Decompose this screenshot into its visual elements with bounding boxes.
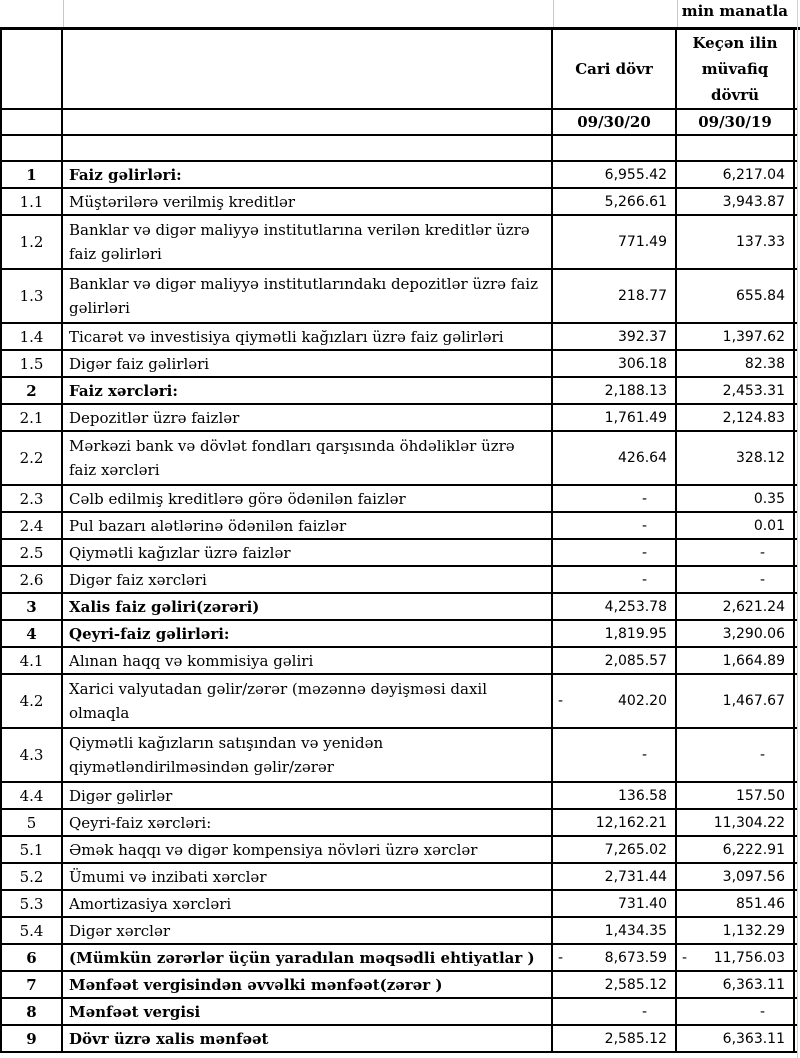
table-row xyxy=(2,972,797,999)
column-header-current: Cari dövr xyxy=(553,30,677,108)
row-number: 3 xyxy=(2,594,63,619)
table-row xyxy=(2,567,797,594)
row-label: Mərkəzi bank və dövlət fondları qarşısında öhdəliklər üzrə faiz xərcləri xyxy=(63,432,553,484)
row-label: Banklar və digər maliyyə institutlarındakı depozitlər üzrə faiz gəlirləri xyxy=(63,270,553,322)
table-row xyxy=(2,810,797,837)
row-label: Alınan haqq və kommisiya gəliri xyxy=(63,648,553,673)
table-row xyxy=(2,513,797,540)
row-number: 1.3 xyxy=(2,270,63,322)
row-label: Digər faiz gəlirləri xyxy=(63,351,553,376)
row-number: 4.4 xyxy=(2,783,63,808)
gridline xyxy=(797,0,798,1058)
table-row xyxy=(2,594,797,621)
value-current: 2,731.44 xyxy=(553,864,677,889)
value-current: - xyxy=(553,540,677,565)
value-current: 1,761.49 xyxy=(553,405,677,430)
row-label: Ticarət və investisiya qiymətli kağızları üzrə faiz gəlirləri xyxy=(63,324,553,349)
value-current: 4,253.78 xyxy=(553,594,677,619)
value-text: 11,756.03 xyxy=(713,949,785,966)
empty-cell xyxy=(677,136,795,160)
minus-sign: - xyxy=(558,949,564,966)
table-row xyxy=(2,918,797,945)
value-previous: 1,397.62 xyxy=(677,324,795,349)
value-previous: 851.46 xyxy=(677,891,795,916)
row-number: 1 xyxy=(2,162,63,187)
table-body xyxy=(2,162,797,1053)
row-label: Qiymətli kağızlar üzrə faizlər xyxy=(63,540,553,565)
value-text: 402.20 xyxy=(618,693,667,709)
table-row xyxy=(2,675,797,729)
value-current: 2,585.12 xyxy=(553,1026,677,1051)
row-number: 4.2 xyxy=(2,675,63,727)
row-number: 6 xyxy=(2,945,63,970)
unit-row xyxy=(0,0,800,30)
value-current: 771.49 xyxy=(553,216,677,268)
value-previous: 1,132.29 xyxy=(677,918,795,943)
minus-sign: - xyxy=(682,949,688,966)
row-label: Qeyri-faiz xərcləri: xyxy=(63,810,553,835)
row-number: 4.3 xyxy=(2,729,63,781)
table-row xyxy=(2,945,797,972)
value-previous: 137.33 xyxy=(677,216,795,268)
value-previous: 2,621.24 xyxy=(677,594,795,619)
table-row xyxy=(2,729,797,783)
row-label: Mənfəət vergisi xyxy=(63,999,553,1024)
row-number: 2.6 xyxy=(2,567,63,592)
value-current: 12,162.21 xyxy=(553,810,677,835)
date-previous: 09/30/19 xyxy=(677,110,795,134)
table-header-row xyxy=(2,30,797,110)
row-number: 2.1 xyxy=(2,405,63,430)
table-row xyxy=(2,270,797,324)
row-number: 9 xyxy=(2,1026,63,1051)
value-previous: 3,097.56 xyxy=(677,864,795,889)
value-previous: 0.35 xyxy=(677,486,795,511)
row-label: Amortizasiya xərcləri xyxy=(63,891,553,916)
value-previous: - xyxy=(677,540,795,565)
value-current xyxy=(553,675,677,727)
value-previous: 82.38 xyxy=(677,351,795,376)
table-row xyxy=(2,324,797,351)
row-number: 5.4 xyxy=(2,918,63,943)
value-previous: 655.84 xyxy=(677,270,795,322)
table-row xyxy=(2,351,797,378)
row-label: Mənfəət vergisindən əvvəlki mənfəət(zərər ) xyxy=(63,972,553,997)
row-number: 2.4 xyxy=(2,513,63,538)
row-number: 5.1 xyxy=(2,837,63,862)
row-number: 1.1 xyxy=(2,189,63,214)
date-current: 09/30/20 xyxy=(553,110,677,134)
row-label: Depozitlər üzrə faizlər xyxy=(63,405,553,430)
table-row xyxy=(2,1026,797,1053)
value-current xyxy=(553,945,677,970)
value-current: - xyxy=(553,486,677,511)
value-current: 218.77 xyxy=(553,270,677,322)
value-previous: 0.01 xyxy=(677,513,795,538)
value-current: 6,955.42 xyxy=(553,162,677,187)
date-label-cell xyxy=(63,110,553,134)
row-label: Qiymətli kağızların satışından və yenidən qiymətləndirilməsindən gəlir/zərər xyxy=(63,729,553,781)
value-current: 731.40 xyxy=(553,891,677,916)
value-current: 1,434.35 xyxy=(553,918,677,943)
table-empty-row xyxy=(2,136,797,162)
value-previous: 328.12 xyxy=(677,432,795,484)
value-previous: 1,467.67 xyxy=(677,675,795,727)
table-row xyxy=(2,162,797,189)
value-previous: 3,943.87 xyxy=(677,189,795,214)
table-row xyxy=(2,189,797,216)
value-previous: 2,124.83 xyxy=(677,405,795,430)
header-number-cell xyxy=(2,30,63,108)
table-row xyxy=(2,783,797,810)
table-row xyxy=(2,405,797,432)
row-number: 8 xyxy=(2,999,63,1024)
value-current: 2,085.57 xyxy=(553,648,677,673)
value-current: 136.58 xyxy=(553,783,677,808)
value-current: 306.18 xyxy=(553,351,677,376)
row-number: 2 xyxy=(2,378,63,403)
row-label: Digər faiz xərcləri xyxy=(63,567,553,592)
value-current: 392.37 xyxy=(553,324,677,349)
row-number: 1.2 xyxy=(2,216,63,268)
table-row xyxy=(2,891,797,918)
row-number: 2.2 xyxy=(2,432,63,484)
table-row xyxy=(2,378,797,405)
table-row xyxy=(2,621,797,648)
row-label: Dövr üzrə xalis mənfəət xyxy=(63,1026,553,1051)
row-number: 5.2 xyxy=(2,864,63,889)
row-label: Qeyri-faiz gəlirləri: xyxy=(63,621,553,646)
row-number: 4.1 xyxy=(2,648,63,673)
row-label: Müştərilərə verilmiş kreditlər xyxy=(63,189,553,214)
column-header-previous: Keçən ilin müvafiq dövrü xyxy=(677,30,795,108)
value-previous: 11,304.22 xyxy=(677,810,795,835)
row-label: Banklar və digər maliyyə institutlarına verilən kreditlər üzrə faiz gəlirləri xyxy=(63,216,553,268)
row-label: Cəlb edilmiş kreditlərə görə ödənilən faizlər xyxy=(63,486,553,511)
row-label: Digər xərclər xyxy=(63,918,553,943)
row-number: 5 xyxy=(2,810,63,835)
value-previous: 157.50 xyxy=(677,783,795,808)
value-previous: 3,290.06 xyxy=(677,621,795,646)
value-current: 2,188.13 xyxy=(553,378,677,403)
value-previous: 6,217.04 xyxy=(677,162,795,187)
date-number-cell xyxy=(2,110,63,134)
empty-cell xyxy=(553,136,677,160)
value-current: 426.64 xyxy=(553,432,677,484)
value-previous: 6,363.11 xyxy=(677,1026,795,1051)
row-label: Əmək haqqı və digər kompensiya növləri üzrə xərclər xyxy=(63,837,553,862)
value-current: - xyxy=(553,567,677,592)
row-label: (Mümkün zərərlər üçün yaradılan məqsədli ehtiyatlar ) xyxy=(63,945,553,970)
table-row xyxy=(2,486,797,513)
row-label: Ümumi və inzibati xərclər xyxy=(63,864,553,889)
gridline xyxy=(677,0,678,27)
value-previous: - xyxy=(677,999,795,1024)
value-previous: 6,363.11 xyxy=(677,972,795,997)
row-label: Xarici valyutadan gəlir/zərər (məzənnə dəyişməsi daxil olmaqla xyxy=(63,675,553,727)
header-label-cell xyxy=(63,30,553,108)
value-current: - xyxy=(553,729,677,781)
table-row xyxy=(2,864,797,891)
value-current: 1,819.95 xyxy=(553,621,677,646)
value-current: 5,266.61 xyxy=(553,189,677,214)
unit-label: min manatla xyxy=(681,2,788,20)
value-previous: 6,222.91 xyxy=(677,837,795,862)
table-row xyxy=(2,432,797,486)
row-number: 1.4 xyxy=(2,324,63,349)
value-text: 8,673.59 xyxy=(604,949,667,966)
value-current: - xyxy=(553,513,677,538)
row-number: 5.3 xyxy=(2,891,63,916)
gridline xyxy=(63,0,64,27)
table-row xyxy=(2,216,797,270)
table-row xyxy=(2,837,797,864)
empty-cell xyxy=(2,136,63,160)
row-label: Xalis faiz gəliri(zərəri) xyxy=(63,594,553,619)
table-row xyxy=(2,999,797,1026)
value-previous xyxy=(677,945,795,970)
empty-cell xyxy=(63,136,553,160)
row-number: 2.3 xyxy=(2,486,63,511)
gridline xyxy=(553,0,554,27)
row-number: 2.5 xyxy=(2,540,63,565)
value-previous: 2,453.31 xyxy=(677,378,795,403)
value-current: 7,265.02 xyxy=(553,837,677,862)
minus-sign: - xyxy=(558,693,564,709)
value-current: 2,585.12 xyxy=(553,972,677,997)
row-label: Faiz gəlirləri: xyxy=(63,162,553,187)
row-label: Pul bazarı alətlərinə ödənilən faizlər xyxy=(63,513,553,538)
row-label: Faiz xərcləri: xyxy=(63,378,553,403)
table-row xyxy=(2,648,797,675)
row-number: 7 xyxy=(2,972,63,997)
table-row xyxy=(2,540,797,567)
row-number: 4 xyxy=(2,621,63,646)
value-previous: 1,664.89 xyxy=(677,648,795,673)
income-statement-table xyxy=(0,30,797,1053)
value-previous: - xyxy=(677,567,795,592)
table-date-row xyxy=(2,110,797,136)
row-number: 1.5 xyxy=(2,351,63,376)
value-previous: - xyxy=(677,729,795,781)
value-current: - xyxy=(553,999,677,1024)
row-label: Digər gəlirlər xyxy=(63,783,553,808)
